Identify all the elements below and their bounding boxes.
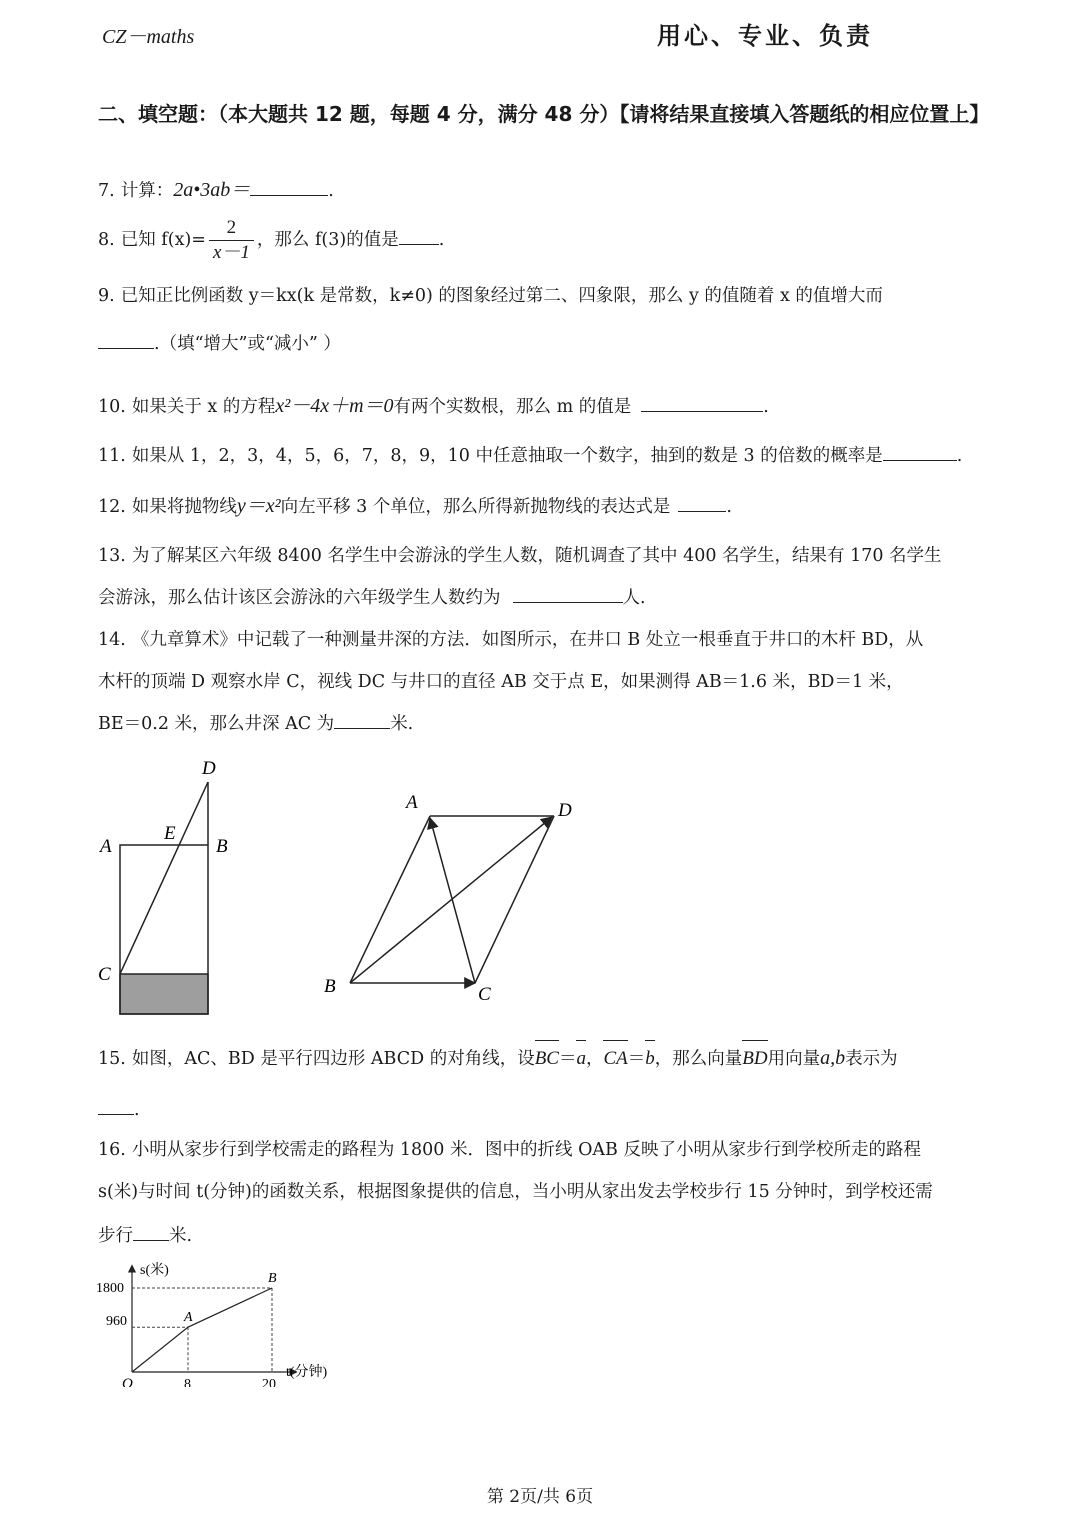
water-region <box>120 974 208 1014</box>
label-e: E <box>164 823 176 844</box>
page-footer: 第 2页/共 6页 <box>486 1487 594 1507</box>
answer-blank <box>334 710 390 729</box>
x-axis-label: t(分钟) <box>286 1365 328 1380</box>
question-16-line3: 步行 米. <box>98 1216 988 1256</box>
fraction: $\frac{2}{x-1}$ <box>209 216 254 265</box>
question-13-line2: 会游泳，那么估计该区会游泳的六年级学生人数约为 人. <box>98 578 988 618</box>
answer-blank <box>98 330 154 349</box>
vector-b-symbol: b <box>645 1039 655 1079</box>
series-line-oab <box>132 1288 272 1372</box>
side-ab <box>350 816 430 983</box>
vector-a-symbol: a <box>576 1039 586 1079</box>
figure-well <box>92 752 232 1022</box>
question-15: 15. 如图，AC、BD 是平行四边形 ABCD 的对角线，设BC＝a，CA＝b，那么向量BD用向量a,b表示为 <box>98 1038 988 1079</box>
math-expression: y＝x² <box>236 495 281 517</box>
question-8: 8. 已知 f(x)= $\frac{2}{x-1}$ ，那么 f(3)的值是 . <box>98 217 445 263</box>
label-b: B <box>216 836 228 857</box>
answer-blank <box>678 493 726 512</box>
question-7: 7. 计算：2a•3ab＝ . <box>98 179 334 201</box>
label-b: B <box>324 976 336 997</box>
section-title: 二、填空题：（本大题共 12 题，每题 4 分，满分 48 分）【请将结果直接填入答题纸的相应位置上】 <box>98 102 990 126</box>
figure-parallelogram <box>318 790 588 1010</box>
question-10: 10. 如果关于 x 的方程x²－4x＋m＝0有两个实数根，那么 m 的值是 . <box>98 395 769 417</box>
point-a-label: A <box>184 1310 193 1326</box>
y-tick-label-1800: 1800 <box>96 1281 124 1296</box>
answer-blank <box>133 1222 169 1241</box>
y-axis-label: s(米) <box>140 1263 169 1278</box>
sightline-dc <box>120 782 208 974</box>
question-number: 7. <box>98 181 115 201</box>
label-c: C <box>478 984 491 1005</box>
question-9-line2: .（填“增大”或“减小” ） <box>98 324 988 364</box>
header-left: CZ－maths <box>102 26 195 48</box>
point-b-label: B <box>268 1271 277 1286</box>
label-a: A <box>406 792 418 813</box>
header-right: 用心、专业、负责 <box>657 22 873 50</box>
question-16: 16. 小明从家步行到学校需走的路程为 1800 米．图中的折线 OAB 反映了小明从家步行到学校所走的路程 <box>98 1140 921 1160</box>
math-expression: x²－4x＋m＝0 <box>275 395 394 417</box>
side-dc <box>475 816 554 983</box>
x-tick-label-8: 8 <box>184 1377 191 1387</box>
vector-ca-symbol: CA <box>603 1039 627 1079</box>
x-tick-label-20: 20 <box>262 1377 276 1387</box>
label-c: C <box>98 964 111 985</box>
question-14: 14. 《九章算术》中记载了一种测量井深的方法．如图所示，在井口 B 处立一根垂直于井口的木杆 BD，从 <box>98 630 924 650</box>
y-tick-label-960: 960 <box>106 1314 127 1329</box>
question-16-line2: s(米)与时间 t(分钟)的函数关系，根据图象提供的信息，当小明从家出发去学校步行 15 分钟时，到学校还需 <box>98 1182 933 1202</box>
label-a: A <box>100 836 112 857</box>
question-15-line2: . <box>98 1090 988 1130</box>
question-9: 9. 已知正比例函数 y＝kx(k 是常数，k≠0) 的图象经过第二、四象限，那么 y 的值随着 x 的值增大而 <box>98 286 883 306</box>
answer-blank <box>98 1096 134 1115</box>
question-14-line3: BE＝0.2 米，那么井深 AC 为 米. <box>98 704 988 744</box>
answer-blank <box>399 226 439 245</box>
question-11: 11. 如果从 1，2，3，4，5，6，7，8，9，10 中任意抽取一个数字，抽到的数是 3 的倍数的概率是 . <box>98 436 988 476</box>
math-expression: 2a•3ab＝ <box>173 179 251 201</box>
guide-lines <box>132 1288 272 1372</box>
vector-ca <box>430 818 475 983</box>
question-12: 12. 如果将抛物线y＝x²向左平移 3 个单位，那么所得新抛物线的表达式是 . <box>98 495 732 517</box>
answer-blank <box>883 442 957 461</box>
answer-blank <box>641 393 763 412</box>
answer-blank <box>513 584 623 603</box>
figure-distance-time-graph <box>90 1262 360 1387</box>
vector-bd <box>350 817 552 983</box>
question-13: 13. 为了解某区六年级 8400 名学生中会游泳的学生人数，随机调查了其中 400 名学生，结果有 170 名学生 <box>98 546 942 566</box>
vector-bc-symbol: BC <box>535 1039 559 1079</box>
answer-blank <box>250 177 328 196</box>
label-d: D <box>202 758 216 779</box>
origin-label: O <box>122 1376 133 1387</box>
label-d: D <box>558 800 572 821</box>
question-14-line2: 木杆的顶端 D 观察水岸 C，视线 DC 与井口的直径 AB 交于点 E，如果测得 AB＝1.6 米，BD＝1 米， <box>98 672 904 692</box>
vector-bd-symbol: BD <box>742 1039 767 1079</box>
